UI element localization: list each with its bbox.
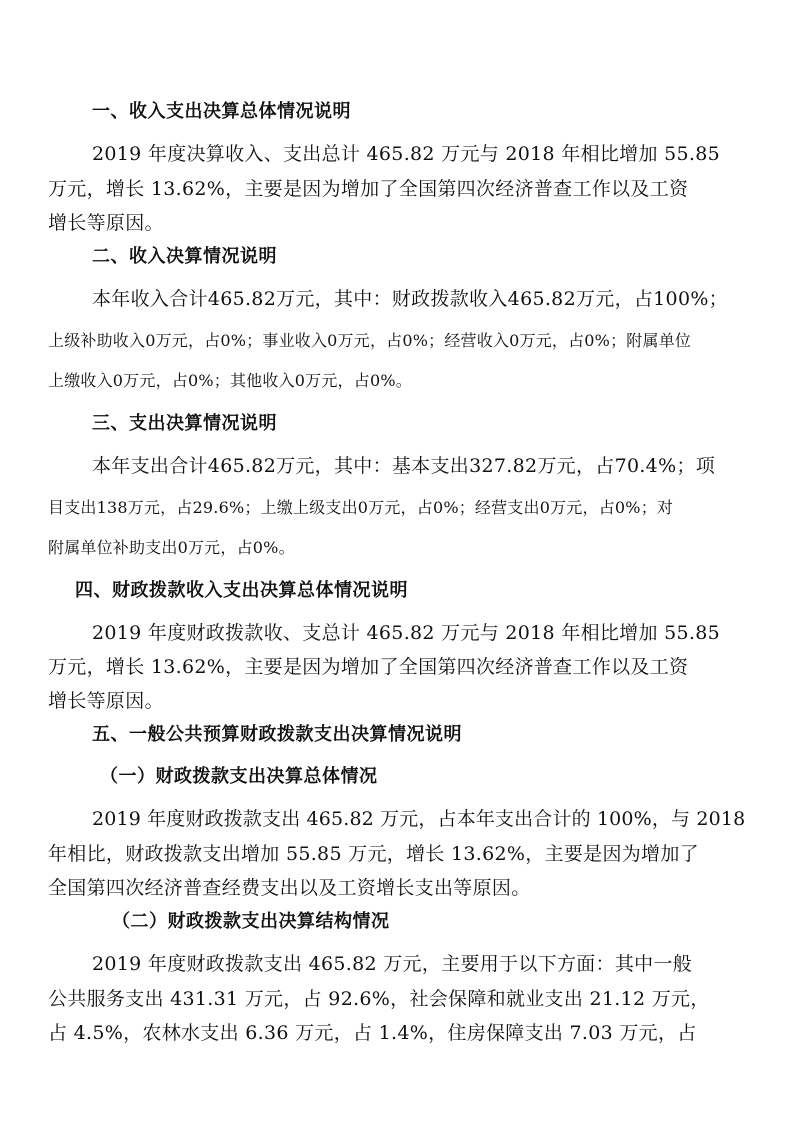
section-3-line-3: 附属单位补助支出0万元，占0%。 [48, 538, 295, 557]
section-1-line-3: 增长等原因。 [48, 212, 164, 234]
subsection-5-2-line-2: 公共服务支出 431.31 万元，占 92.6%，社会保障和就业支出 21.12 万元， [48, 988, 710, 1010]
section-4-line-1: 2019 年度财政拨款收、支总计 465.82 万元与 2018 年相比增加 55.85 [92, 622, 721, 644]
section-4-heading: 四、财政拨款收入支出决算总体情况说明 [75, 580, 408, 601]
section-2-line-1: 本年收入合计465.82万元，其中：财政拨款收入465.82万元，占100%； [92, 288, 728, 310]
section-4-line-2: 万元，增长 13.62%，主要是因为增加了全国第四次经济普查工作以及工资 [48, 656, 689, 678]
section-1-line-1: 2019 年度决算收入、支出总计 465.82 万元与 2018 年相比增加 55.85 [92, 143, 721, 165]
section-1-heading: 一、收入支出决算总体情况说明 [92, 101, 351, 122]
subsection-5-2-line-1: 2019 年度财政拨款支出 465.82 万元，主要用于以下方面：其中一般 [92, 953, 693, 975]
section-2-heading: 二、收入决算情况说明 [92, 246, 277, 267]
subsection-5-1-heading: （一）财政拨款支出决算总体情况 [100, 766, 378, 787]
section-5-heading: 五、一般公共预算财政拨款支出决算情况说明 [92, 724, 462, 745]
subsection-5-2-heading: （二）财政拨款支出决算结构情况 [112, 911, 390, 932]
section-3-line-2: 目支出138万元，占29.6%；上缴上级支出0万元，占0%；经营支出0万元，占0%；对 [48, 498, 674, 517]
subsection-5-1-line-2: 年相比，财政拨款支出增加 55.85 万元，增长 13.62%，主要是因为增加了 [48, 843, 699, 865]
section-4-line-3: 增长等原因。 [48, 690, 164, 712]
subsection-5-1-line-3: 全国第四次经济普查经费支出以及工资增长支出等原因。 [48, 877, 531, 899]
subsection-5-1-line-1: 2019 年度财政拨款支出 465.82 万元，占本年支出合计的 100%，与 2018 [92, 808, 746, 830]
section-3-line-1: 本年支出合计465.82万元，其中：基本支出327.82万元，占70.4%；项 [92, 455, 716, 477]
subsection-5-2-line-3: 占 4.5%，农林水支出 6.36 万元，占 1.4%，住房保障支出 7.03 万元，占 [48, 1022, 697, 1044]
section-1-line-2: 万元，增长 13.62%，主要是因为增加了全国第四次经济普查工作以及工资 [48, 178, 689, 200]
section-3-heading: 三、支出决算情况说明 [92, 413, 277, 434]
section-2-line-3: 上缴收入0万元，占0%；其他收入0万元，占0%。 [48, 371, 412, 390]
section-2-line-2: 上级补助收入0万元，占0%；事业收入0万元，占0%；经营收入0万元，占0%；附属单位 [48, 331, 692, 350]
